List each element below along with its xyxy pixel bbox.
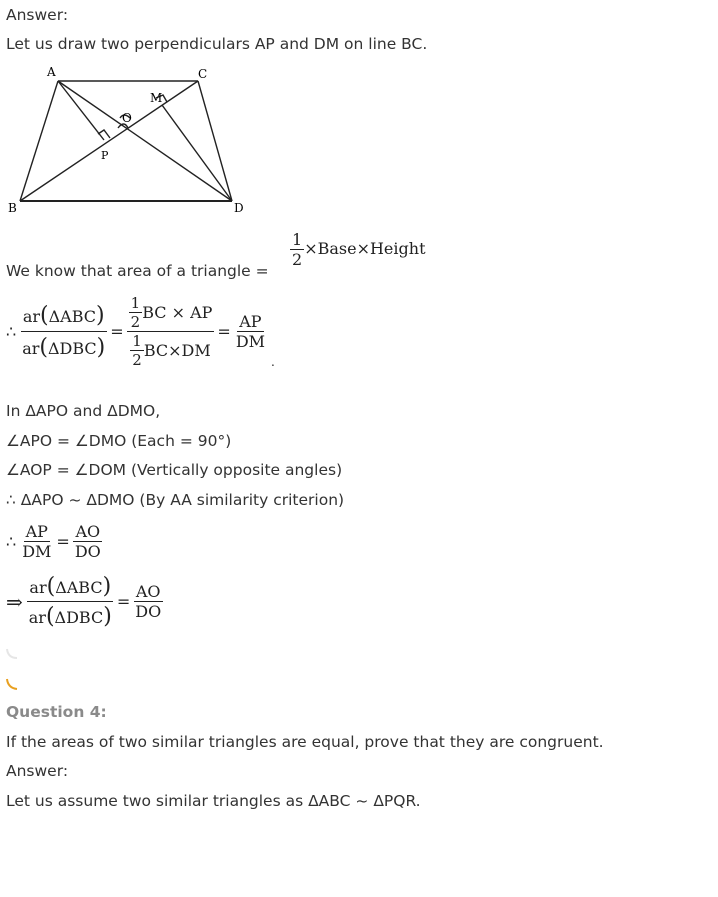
ar-label: ar: [28, 608, 46, 627]
area-statement: We know that area of a triangle =: [6, 262, 269, 280]
question-text: If the areas of two similar triangles are equal, prove that they are congruent.: [6, 733, 604, 751]
ao-num: AO: [135, 582, 161, 601]
label-p: P: [101, 149, 109, 162]
intro-text: Let us draw two perpendiculars AP and DM on line BC.: [6, 35, 428, 53]
orange-arc-icon: [4, 676, 20, 692]
dm-den: DM: [235, 332, 266, 351]
ar-label: ar: [22, 307, 41, 326]
trailing-dot: .: [271, 355, 275, 369]
bc-times-ap: BC × AP: [142, 303, 213, 322]
therefore-symbol: ∴: [6, 322, 17, 341]
area-formula-den: 2: [292, 250, 303, 269]
half-num: 1: [132, 332, 142, 350]
equals-sign: =: [56, 532, 70, 551]
triangle-dbc: ΔDBC: [54, 608, 104, 627]
bc-times-dm: BC×DM: [143, 341, 211, 360]
label-o: O: [122, 111, 132, 125]
ao-num: AO: [75, 522, 101, 541]
triangle-abc: ΔABC: [48, 307, 97, 326]
triangle-dbc: ΔDBC: [47, 339, 97, 358]
half-num: 1: [130, 294, 141, 312]
do-den: DO: [135, 602, 162, 621]
therefore-symbol: ∴: [6, 532, 17, 551]
proof-line-2: ∠APO = ∠DMO (Each = 90°): [6, 432, 232, 450]
equals-sign: =: [217, 322, 231, 341]
do-den: DO: [74, 542, 101, 561]
faint-arc-icon: [4, 646, 20, 662]
half-den: 2: [130, 313, 141, 331]
trapezium-figure: [0, 60, 260, 220]
question-title: Question 4:: [6, 703, 107, 721]
answer-label: Answer:: [6, 6, 69, 24]
answer-text: Let us assume two similar triangles as ΔABC ~ ΔPQR.: [6, 792, 421, 810]
equals-sign: =: [116, 592, 131, 611]
proof-line-3: ∠AOP = ∠DOM (Vertically opposite angles): [6, 461, 343, 479]
ratio-equation: ∴ $\frac{\text{ar(ΔABC)}}{\text{ar(ΔDBC)}}$ = $\frac{1}{2}$ BC × AP $\frac{1}{2}$ BC×DM = $\frac{AP}{DM}$ .: [6, 294, 275, 369]
label-b: B: [8, 201, 17, 215]
label-m: M: [150, 91, 163, 105]
implies-symbol: ⇒: [6, 589, 23, 614]
proof-line-4: ∴ ΔAPO ~ ΔDMO (By AA similarity criterion): [6, 491, 345, 509]
area-formula: [290, 230, 426, 269]
ap-num: AP: [25, 522, 48, 541]
ar-label: ar: [22, 339, 40, 358]
ap-num: AP: [239, 312, 262, 331]
label-c: C: [198, 67, 208, 81]
triangle-abc: ΔABC: [55, 578, 103, 597]
answer-label: Answer:: [6, 762, 69, 780]
label-a: A: [47, 65, 56, 79]
area-formula-rest: ×Base×Height: [304, 239, 426, 258]
similarity-equation: [6, 522, 103, 561]
equals-sign: =: [110, 322, 124, 341]
dm-den: DM: [22, 542, 52, 561]
area-formula-num: 1: [292, 230, 303, 249]
half-den: 2: [132, 351, 142, 369]
proof-line-1: In ΔAPO and ΔDMO,: [6, 402, 161, 420]
label-d: D: [234, 201, 244, 215]
final-equation: ⇒ $\frac{\text{ar(ΔABC)}}{\text{ar(ΔDBC)}}$ = $\frac{AO}{DO}$: [6, 574, 162, 629]
ar-label: ar: [29, 578, 47, 597]
